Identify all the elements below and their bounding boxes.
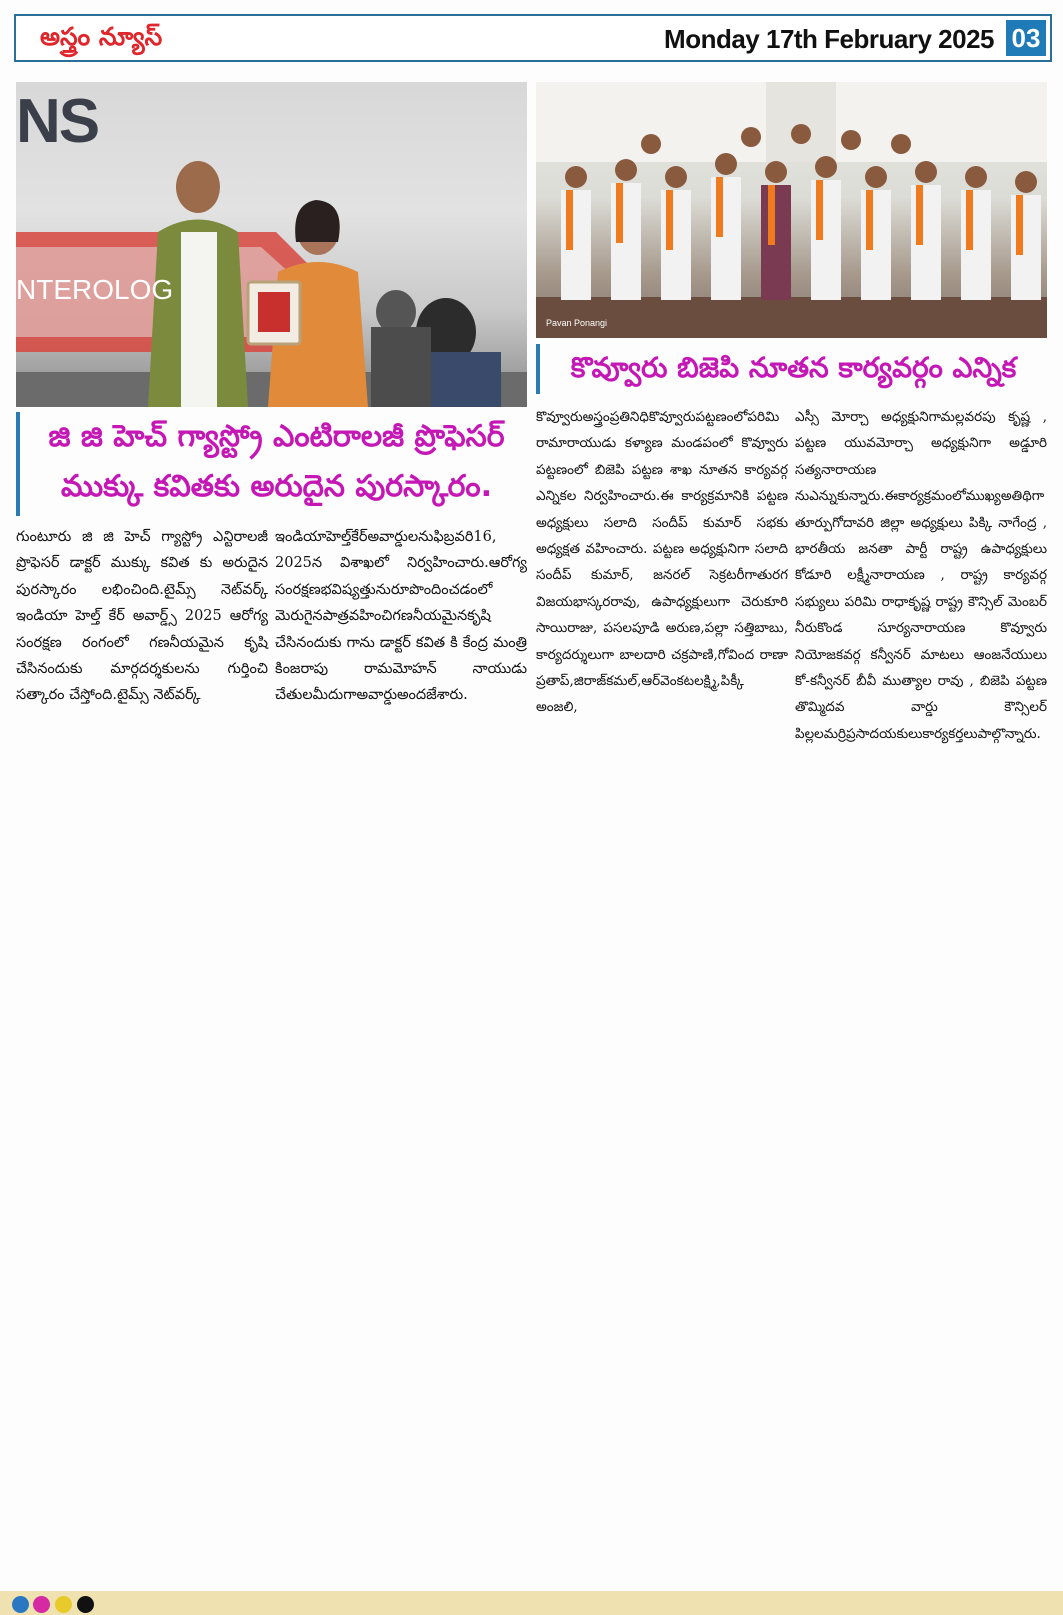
group-photo-illustration: [536, 82, 1047, 338]
issue-date: Monday 17th February 2025: [664, 24, 994, 54]
footer-bar: [0, 1591, 1063, 1615]
photo-sign-text: NS: [16, 87, 99, 156]
brand-name: అస్త్రం న్యూస్: [40, 22, 163, 51]
blue-dot-icon: [12, 1596, 29, 1613]
photo-sign-text: NTEROLOG: [16, 274, 174, 305]
black-dot-icon: [77, 1596, 94, 1613]
magenta-dot-icon: [33, 1596, 50, 1613]
photo-credit: Pavan Ponangi: [546, 318, 608, 328]
left-headline: జి జి హెచ్ గ్యాస్ట్రో ఎంటిరాలజీ ప్రొఫెసర్ ముక్కు కవితకు అరుదైన పురస్కారం.: [16, 412, 527, 516]
award-photo: [16, 82, 527, 407]
masthead: [14, 14, 1052, 62]
yellow-dot-icon: [55, 1596, 72, 1613]
right-story-column-1: కొవ్వూరుఅస్త్రంప్రతినిధికొవ్వూరుపట్టణంలోపరిమి రామారాయుడు కళ్యాణ మండపంలో కొవ్వూరు పట్టణంలో బిజెపి పట్టణ శాఖ నూతన కార్యవర్గ ఎన్నికల నిర్వహించారు.ఈ కార్యక్రమానికి పట్టణ అధ్యక్షులు సలాది సందీప్ కుమార్ సభకు అధ్యక్షత వహించారు. పట్టణ అధ్యక్షునిగా సలాది సందీప్ కుమార్, జనరల్ సెక్రటరీగాతురగ విజయభాస్కరరావు, ఉపాధ్యక్షులుగా చెరుకూరి సాయిరాజు, పసలపూడి అరుణ,పల్లా సత్తిబాబు, కార్యదర్శులుగా బాలదారి చక్రపాణి,గోవింద రాణా ప్రతాప్,జిరాజ్‌కమల్,ఆర్‌వెంకటలక్ష్మి,పిక్కీ అంజలి,: [536, 409, 788, 716]
left-story-column-1: గుంటూరు జి జి హెచ్ గ్యాస్ట్రో ఎన్టిరాలజీ ప్రొఫెసర్ డాక్టర్ ముక్కు కవిత కు అరుదైన పురస్కారం లభించింది.టైమ్స్ నెట్‌వర్క్ ఇండియా హెల్త్ కేర్ అవార్డ్స్ 2025 ఆరోగ్య సంరక్షణ రంగంలో గణనీయమైన కృషి చేసినందుకు మార్గదర్శకులను గుర్తించి సత్కారం చేస్తోంది.టైమ్స్ నెట్‌వర్క్: [16, 529, 268, 704]
group-photo: [536, 82, 1047, 338]
left-story-column-2: ఇండియాహెల్త్‌కేర్‌అవార్డులనుఫిబ్రవరి16, 2025న విశాఖలో నిర్వహించారు.ఆరోగ్య సంరక్షణభవిష్యత్తునురూపొందించడంలో మెరుగైనపాత్రవహించిగణనీయమైనకృషి చేసినందుకు గాను డాక్టర్ కవిత కి కేంద్ర మంత్రి కింజరాపు రామమోహన్ నాయుడు చేతులమీదుగాఅవార్డుఅందజేశారు.: [275, 529, 527, 704]
right-story-column-2: ఎస్సీ మోర్చా అధ్యక్షునిగామల్లవరపు కృష్ణ , పట్టణ యువమోర్చా అధ్యక్షునిగా అడ్డూరి సత్యనారాయణ నుఎన్నుకున్నారు.ఈకార్యక్రమంలోముఖ్యఅతిథిగా తూర్పుగోదావరి జిల్లా అధ్యక్షులు పిక్కి నాగేంద్ర , భారతీయ జనతా పార్టీ రాష్ట్ర ఉపాధ్యక్షులు కోడూరి లక్ష్మీనారాయణ , రాష్ట్ర కార్యవర్గ సభ్యులు పరిమి రాధాకృష్ణ రాష్ట్ర కౌన్సిల్ మెంబర్ నీరుకొండ సూర్యనారాయణ కొవ్వూరు నియోజకవర్గ కన్వీనర్ మాటలు ఆంజనేయులు కో-కన్వీనర్ బీవీ ముత్యాల రావు , బిజెపి పట్టణ తొమ్మిదవ వార్డు కౌన్సిలర్ పిల్లలమర్రిప్రసాదయకులుకార్యకర్తలుపాల్గొన్నారు.: [795, 409, 1047, 742]
right-headline: కొవ్వూరు బిజెపి నూతన కార్యవర్గం ఎన్నిక: [536, 344, 1047, 394]
page-number: 03: [1006, 20, 1046, 56]
